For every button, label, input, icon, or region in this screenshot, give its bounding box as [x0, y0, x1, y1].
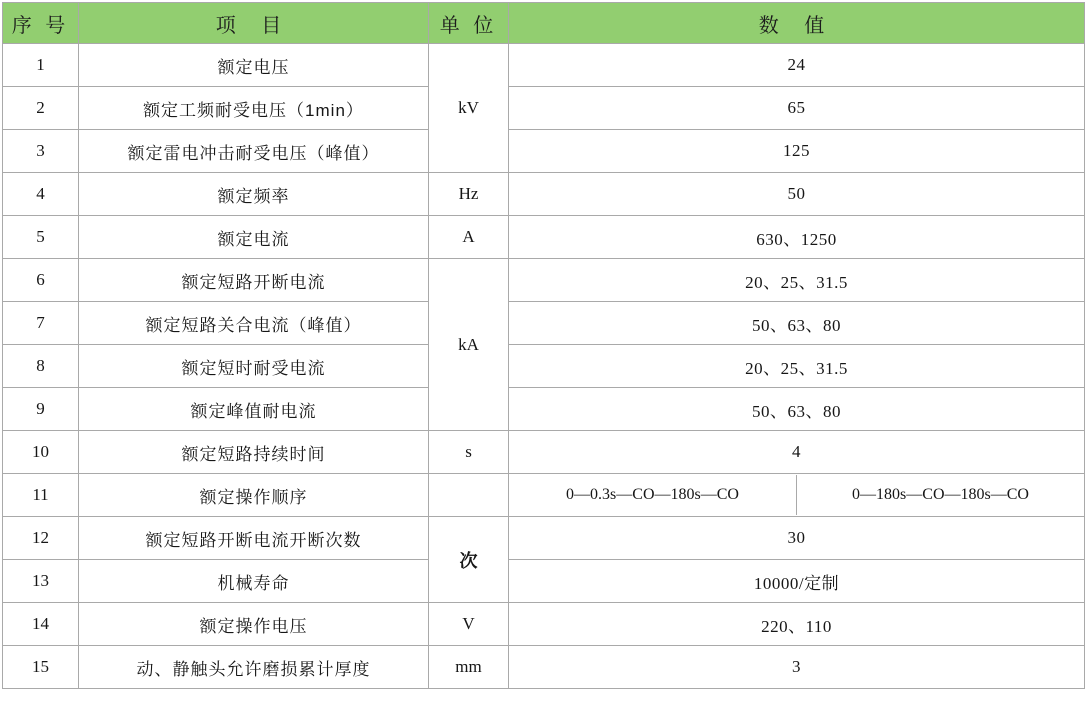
row-value: 50、63、80 — [509, 388, 1085, 431]
column-header-no: 序 号 — [3, 3, 79, 44]
row-unit: kA — [429, 259, 509, 431]
row-no: 6 — [3, 259, 79, 302]
table-row — [3, 646, 1085, 689]
row-no: 11 — [3, 474, 79, 517]
row-no: 5 — [3, 216, 79, 259]
row-value: 125 — [509, 130, 1085, 173]
table-row — [3, 216, 1085, 259]
table-row — [3, 560, 1085, 603]
row-no: 15 — [3, 646, 79, 689]
table-row — [3, 431, 1085, 474]
column-header-value: 数 值 — [509, 3, 1085, 44]
table-row — [3, 517, 1085, 560]
row-item: 额定短路持续时间 — [79, 431, 429, 474]
row-unit: 次 — [429, 517, 509, 603]
row-no: 7 — [3, 302, 79, 345]
row-item: 额定短时耐受电流 — [79, 345, 429, 388]
row-value: 20、25、31.5 — [509, 345, 1085, 388]
table-row — [3, 44, 1085, 87]
table-row — [3, 87, 1085, 130]
row-no: 2 — [3, 87, 79, 130]
row-value-split — [509, 474, 1085, 517]
row-value: 50 — [509, 173, 1085, 216]
row-item: 额定短路开断电流 — [79, 259, 429, 302]
row-value: 630、1250 — [509, 216, 1085, 259]
row-unit — [429, 474, 509, 517]
row-item: 额定短路开断电流开断次数 — [79, 517, 429, 560]
row-no: 10 — [3, 431, 79, 474]
table-row — [3, 173, 1085, 216]
table-body — [3, 44, 1085, 689]
row-value: 20、25、31.5 — [509, 259, 1085, 302]
row-value: 65 — [509, 87, 1085, 130]
row-unit: mm — [429, 646, 509, 689]
row-unit: s — [429, 431, 509, 474]
row-unit: Hz — [429, 173, 509, 216]
row-item: 动、静触头允许磨损累计厚度 — [79, 646, 429, 689]
row-item: 额定电压 — [79, 44, 429, 87]
row-item: 额定电流 — [79, 216, 429, 259]
column-header-item: 项 目 — [79, 3, 429, 44]
row-no: 1 — [3, 44, 79, 87]
row-item: 额定峰值耐电流 — [79, 388, 429, 431]
row-item: 额定雷电冲击耐受电压（峰值） — [79, 130, 429, 173]
row-value: 4 — [509, 431, 1085, 474]
spec-table-container — [0, 2, 1086, 726]
row-value: 30 — [509, 517, 1085, 560]
row-value: 3 — [509, 646, 1085, 689]
row-item: 机械寿命 — [79, 560, 429, 603]
row-no: 4 — [3, 173, 79, 216]
row-no: 14 — [3, 603, 79, 646]
row-no: 9 — [3, 388, 79, 431]
row-unit: A — [429, 216, 509, 259]
row-value-b: 0—180s—CO—180s—CO — [852, 486, 1029, 503]
table-row — [3, 474, 1085, 517]
specification-table — [2, 2, 1085, 689]
table-header — [3, 3, 1085, 44]
table-row — [3, 603, 1085, 646]
table-row — [3, 259, 1085, 302]
row-unit: V — [429, 603, 509, 646]
row-value-a: 0—0.3s—CO—180s—CO — [509, 475, 797, 515]
row-no: 13 — [3, 560, 79, 603]
row-no: 12 — [3, 517, 79, 560]
row-item: 额定工频耐受电压（1min） — [79, 87, 429, 130]
table-row — [3, 345, 1085, 388]
row-item: 额定操作顺序 — [79, 474, 429, 517]
row-value: 24 — [509, 44, 1085, 87]
row-no: 8 — [3, 345, 79, 388]
row-no: 3 — [3, 130, 79, 173]
row-item: 额定短路关合电流（峰值） — [79, 302, 429, 345]
column-header-unit: 单 位 — [429, 3, 509, 44]
table-row — [3, 388, 1085, 431]
table-row — [3, 302, 1085, 345]
row-value: 220、110 — [509, 603, 1085, 646]
row-value: 10000/定制 — [509, 560, 1085, 603]
table-header-row — [3, 3, 1085, 44]
row-unit: kV — [429, 44, 509, 173]
row-item: 额定操作电压 — [79, 603, 429, 646]
row-value: 50、63、80 — [509, 302, 1085, 345]
table-row — [3, 130, 1085, 173]
row-item: 额定频率 — [79, 173, 429, 216]
